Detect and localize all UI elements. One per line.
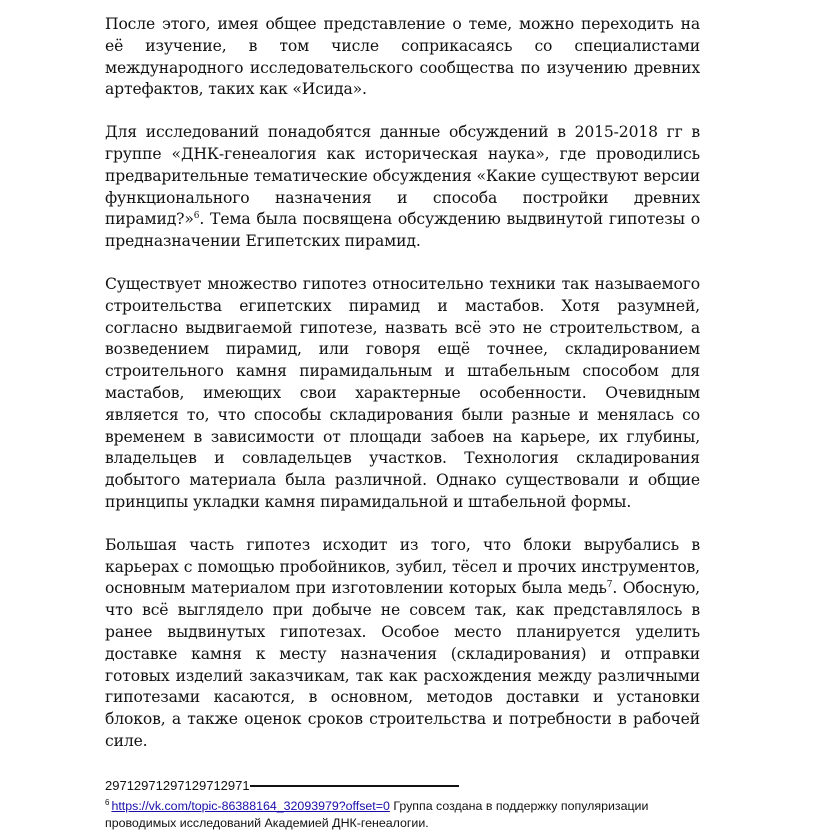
paragraph-quarrying-text-a: Большая часть гипотез исходит из того, что блоки вырубались в карьерах с помощью пробойников, зубил, тёсел и прочих инструментов, основным материалом при изготовлении которых была медь [105,535,700,598]
paragraph-research-data-text-b: . Тема была посвящена обсуждению выдвинутой гипотезы о предназначении Египетских пирамид. [105,210,700,251]
footnote-separator [105,778,705,793]
footnote-6-number: 6 [105,797,110,807]
footnote-separator-line [250,785,459,787]
footnote-separator-digits: 29712971297129712971 [105,778,250,793]
paragraph-quarrying [105,535,700,753]
footnote-6 [105,798,705,832]
paragraph-research-data-text-a: Для исследований понадобятся данные обсуждений в 2015-2018 гг в группе «ДНК-генеалогия как историческая наука», где проводились предварительные тематические обсуждения «Какие существуют версии функционального назначения и способа постройки древних пирамид?» [105,123,700,229]
footnote-ref-6[interactable]: 6 [193,211,200,222]
paragraph-intro [105,14,700,101]
paragraph-hypotheses [105,274,700,514]
footnote-area [105,778,705,832]
footnote-6-text: Группа создана в поддержку популяризации проводимых исследований Академией ДНК-генеалогии. [105,799,649,830]
paragraph-research-data [105,122,700,253]
paragraph-quarrying-text-b: . Обосную, что всё выглядело при добыче не совсем так, как представлялось в ранее выдвинутых гипотезах. Особое место планируется уделить доставке камня к месту назначения (складирования) и отправки готовых изделий заказчикам, так как расхождения между различными гипотезами касаются, в основном, методов доставки и установки блоков, а также оценок сроков строительства и потребности в рабочей силе. [105,579,700,750]
paragraph-hypotheses-text: Существует множество гипотез относительно техники так называемого строительства египетских пирамид и мастабов. Хотя разумней, согласно выдвигаемой гипотезе, назвать всё это не строительством, а возведением пирамид, или говоря ещё точнее, складированием строительного камня пирамидальным и штабельным способом для мастабов, имеющих свои характерные особенности. Очевидным является то, что способы складирования были разные и менялась со временем в зависимости от площади забоев на карьере, их глубины, владельцев и совладельцев участков. Технология складирования добытого материала была различной. Однако существовали и общие принципы укладки камня пирамидальной и штабельной формы. [105,274,700,511]
footnote-ref-7[interactable]: 7 [606,580,613,591]
paragraph-intro-text: После этого, имея общее представление о теме, можно переходить на её изучение, в том числе соприкасаясь со специалистами международного исследовательского сообщества по изучению древних артефактов, таких как «Исида». [105,15,700,99]
footnote-6-link[interactable]: https://vk.com/topic-86388164_32093979?offset=0 [111,799,390,813]
document-body [105,14,700,774]
